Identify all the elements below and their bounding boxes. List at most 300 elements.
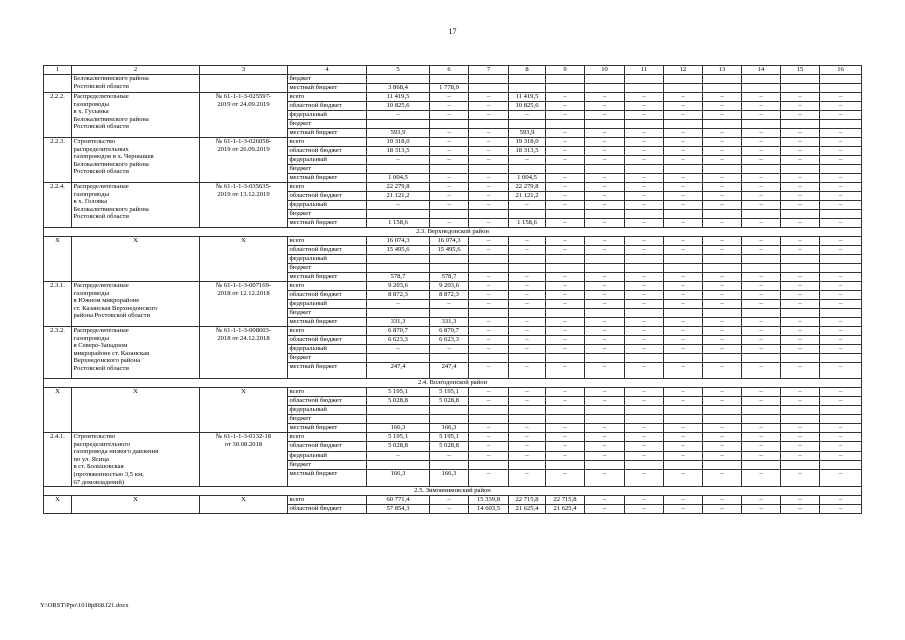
amount-cell: – xyxy=(742,102,781,111)
amount-cell: – xyxy=(585,291,625,300)
amount-cell xyxy=(625,84,664,93)
amount-cell xyxy=(367,406,430,415)
amount-cell: – xyxy=(703,102,742,111)
funding-source: областной бюджет xyxy=(288,397,367,406)
amount-cell: – xyxy=(820,93,862,102)
amount-cell: – xyxy=(585,300,625,309)
item-name-line: района Ростовской области xyxy=(73,312,151,320)
amount-cell: – xyxy=(430,156,469,165)
funding-source: федеральный xyxy=(288,300,367,309)
amount-cell: – xyxy=(703,424,742,433)
amount-cell: – xyxy=(546,129,585,138)
funding-source: федеральный xyxy=(288,201,367,210)
amount-cell: – xyxy=(664,336,703,345)
amount-cell: – xyxy=(430,129,469,138)
amount-cell: – xyxy=(367,156,430,165)
amount-cell: – xyxy=(820,470,862,487)
amount-cell xyxy=(742,309,781,318)
amount-cell: – xyxy=(430,451,469,460)
amount-cell: – xyxy=(585,433,625,442)
item-name-line: газопроводы xyxy=(73,289,110,297)
column-header: 10 xyxy=(585,66,625,75)
amount-cell xyxy=(820,84,862,93)
amount-cell: – xyxy=(469,273,509,282)
amount-cell: – xyxy=(742,442,781,451)
amount-cell: – xyxy=(469,102,509,111)
amount-cell: – xyxy=(585,327,625,336)
amount-cell: – xyxy=(742,451,781,460)
amount-cell: – xyxy=(742,111,781,120)
amount-cell: 5 195,1 xyxy=(367,388,430,397)
amount-cell: – xyxy=(546,433,585,442)
amount-cell: 5 195,1 xyxy=(367,433,430,442)
amount-cell: – xyxy=(585,129,625,138)
amount-cell: – xyxy=(469,363,509,379)
amount-cell: – xyxy=(509,246,546,255)
amount-cell: – xyxy=(742,282,781,291)
amount-cell: – xyxy=(703,345,742,354)
amount-cell: – xyxy=(742,273,781,282)
item-name-line: в Северо-Западном xyxy=(73,342,128,350)
amount-cell xyxy=(546,84,585,93)
amount-cell: – xyxy=(585,219,625,228)
amount-cell: 1 004,5 xyxy=(509,174,546,183)
amount-cell xyxy=(430,354,469,363)
amount-cell: – xyxy=(742,470,781,487)
amount-cell: – xyxy=(585,424,625,433)
funding-source: федеральный xyxy=(288,156,367,165)
amount-cell: – xyxy=(469,219,509,228)
amount-cell: – xyxy=(469,433,509,442)
amount-cell: – xyxy=(509,237,546,246)
registration-line: X xyxy=(241,388,246,395)
amount-cell: – xyxy=(664,470,703,487)
amount-cell: 166,3 xyxy=(430,470,469,487)
registration-number xyxy=(200,138,288,183)
amount-cell: – xyxy=(664,363,703,379)
item-name-line: X xyxy=(133,496,138,504)
amount-cell xyxy=(367,309,430,318)
registration-number xyxy=(200,93,288,138)
amount-cell: – xyxy=(585,345,625,354)
amount-cell: 19 318,0 xyxy=(367,138,430,147)
amount-cell: – xyxy=(781,102,820,111)
amount-cell xyxy=(430,461,469,470)
amount-cell: – xyxy=(546,345,585,354)
amount-cell: – xyxy=(585,138,625,147)
amount-cell: 578,7 xyxy=(367,273,430,282)
amount-cell: – xyxy=(625,345,664,354)
amount-cell: – xyxy=(585,111,625,120)
amount-cell: – xyxy=(664,273,703,282)
amount-cell: – xyxy=(820,451,862,460)
amount-cell: – xyxy=(820,147,862,156)
amount-cell: – xyxy=(703,318,742,327)
amount-cell: – xyxy=(469,291,509,300)
amount-cell xyxy=(703,210,742,219)
column-header: 4 xyxy=(288,66,367,75)
registration-line: X xyxy=(241,496,246,504)
column-header: 8 xyxy=(509,66,546,75)
amount-cell: – xyxy=(546,219,585,228)
funding-source: областной бюджет xyxy=(288,147,367,156)
amount-cell xyxy=(585,264,625,273)
budget-table xyxy=(43,65,862,514)
amount-cell xyxy=(820,354,862,363)
amount-cell: 60 771,4 xyxy=(367,496,430,505)
item-name xyxy=(72,282,200,327)
item-name xyxy=(72,183,200,228)
amount-cell: – xyxy=(820,192,862,201)
amount-cell: – xyxy=(546,174,585,183)
amount-cell xyxy=(625,255,664,264)
amount-cell: – xyxy=(781,111,820,120)
amount-cell: – xyxy=(781,451,820,460)
amount-cell: – xyxy=(781,219,820,228)
amount-cell: – xyxy=(469,237,509,246)
amount-cell xyxy=(546,210,585,219)
amount-cell: – xyxy=(664,424,703,433)
amount-cell: – xyxy=(664,246,703,255)
amount-cell: – xyxy=(781,282,820,291)
amount-cell: – xyxy=(469,397,509,406)
amount-cell xyxy=(367,461,430,470)
amount-cell: 21 121,2 xyxy=(509,192,546,201)
amount-cell: 331,3 xyxy=(430,318,469,327)
amount-cell: – xyxy=(469,201,509,210)
amount-cell: – xyxy=(585,496,625,505)
amount-cell: – xyxy=(820,129,862,138)
amount-cell: – xyxy=(781,156,820,165)
amount-cell xyxy=(469,309,509,318)
amount-cell xyxy=(509,309,546,318)
amount-cell: – xyxy=(469,282,509,291)
amount-cell: – xyxy=(664,102,703,111)
amount-cell: 5 195,1 xyxy=(430,433,469,442)
amount-cell: – xyxy=(742,318,781,327)
funding-source: бюджет xyxy=(288,309,367,318)
column-header: 6 xyxy=(430,66,469,75)
amount-cell: – xyxy=(585,237,625,246)
amount-cell: 9 203,6 xyxy=(367,282,430,291)
amount-cell: – xyxy=(585,470,625,487)
amount-cell xyxy=(664,415,703,424)
funding-source: областной бюджет xyxy=(288,442,367,451)
amount-cell: – xyxy=(585,388,625,397)
amount-cell: – xyxy=(625,300,664,309)
amount-cell: – xyxy=(430,93,469,102)
column-header: 1 xyxy=(44,66,72,75)
amount-cell: 10 825,6 xyxy=(367,102,430,111)
amount-cell: – xyxy=(742,291,781,300)
amount-cell: – xyxy=(585,192,625,201)
amount-cell xyxy=(703,255,742,264)
amount-cell: – xyxy=(546,201,585,210)
amount-cell xyxy=(625,406,664,415)
amount-cell: – xyxy=(781,424,820,433)
amount-cell: – xyxy=(509,201,546,210)
amount-cell: – xyxy=(781,388,820,397)
amount-cell: 8 872,3 xyxy=(367,291,430,300)
registration-line: от 30.08.2018 xyxy=(224,440,263,448)
amount-cell: 11 419,5 xyxy=(509,93,546,102)
item-name-line: Ростовской области xyxy=(73,213,129,221)
amount-cell: – xyxy=(664,451,703,460)
amount-cell xyxy=(469,255,509,264)
amount-cell: – xyxy=(430,505,469,514)
amount-cell: 1 158,6 xyxy=(367,219,430,228)
section-title: 2.5. Зимовниковский район xyxy=(44,487,862,496)
amount-cell: – xyxy=(703,246,742,255)
amount-cell xyxy=(367,165,430,174)
amount-cell xyxy=(820,75,862,84)
column-header: 11 xyxy=(625,66,664,75)
amount-cell: 331,3 xyxy=(367,318,430,327)
amount-cell xyxy=(781,120,820,129)
amount-cell xyxy=(781,165,820,174)
amount-cell xyxy=(703,406,742,415)
amount-cell: – xyxy=(625,201,664,210)
item-name-line: Верхнедонского района xyxy=(73,357,141,365)
amount-cell: – xyxy=(430,138,469,147)
amount-cell: 10 825,6 xyxy=(509,102,546,111)
funding-source: местный бюджет xyxy=(288,219,367,228)
amount-cell xyxy=(703,165,742,174)
amount-cell xyxy=(781,84,820,93)
amount-cell: – xyxy=(469,327,509,336)
registration-line: 2019 от 24.09.2019 xyxy=(217,100,270,108)
amount-cell: – xyxy=(703,201,742,210)
amount-cell: 1 158,6 xyxy=(509,219,546,228)
amount-cell: – xyxy=(820,424,862,433)
amount-cell: – xyxy=(703,363,742,379)
amount-cell: – xyxy=(703,470,742,487)
item-name-line: (протяженностью 3,5 км, xyxy=(73,470,144,478)
amount-cell xyxy=(509,415,546,424)
amount-cell xyxy=(430,415,469,424)
amount-cell: – xyxy=(703,219,742,228)
amount-cell: – xyxy=(430,219,469,228)
amount-cell: – xyxy=(664,192,703,201)
funding-source: областной бюджет xyxy=(288,102,367,111)
amount-cell: – xyxy=(781,470,820,487)
amount-cell: – xyxy=(469,246,509,255)
item-name-line: в х. Гусынка xyxy=(73,108,109,116)
amount-cell: – xyxy=(546,318,585,327)
funding-source: местный бюджет xyxy=(288,84,367,93)
registration-line: № 61-1-1-3-007169- xyxy=(215,282,272,289)
amount-cell: – xyxy=(664,237,703,246)
amount-cell xyxy=(664,255,703,264)
amount-cell: 22 715,8 xyxy=(546,496,585,505)
amount-cell: – xyxy=(703,388,742,397)
amount-cell: – xyxy=(469,300,509,309)
amount-cell: – xyxy=(546,237,585,246)
column-header: 13 xyxy=(703,66,742,75)
amount-cell: – xyxy=(781,237,820,246)
amount-cell: – xyxy=(469,424,509,433)
amount-cell: – xyxy=(367,345,430,354)
registration-line: 2018 от 12.12.2018 xyxy=(217,289,270,297)
amount-cell xyxy=(742,165,781,174)
amount-cell: 5 028,8 xyxy=(367,397,430,406)
amount-cell xyxy=(585,75,625,84)
amount-cell: – xyxy=(625,138,664,147)
amount-cell: – xyxy=(625,291,664,300)
amount-cell: – xyxy=(509,282,546,291)
amount-cell xyxy=(546,255,585,264)
amount-cell: – xyxy=(625,424,664,433)
section-row xyxy=(44,379,862,388)
amount-cell xyxy=(469,406,509,415)
amount-cell: – xyxy=(742,201,781,210)
amount-cell: – xyxy=(469,442,509,451)
amount-cell: – xyxy=(625,363,664,379)
amount-cell: 21 625,4 xyxy=(509,505,546,514)
amount-cell: – xyxy=(546,156,585,165)
amount-cell xyxy=(546,406,585,415)
amount-cell: – xyxy=(625,318,664,327)
amount-cell xyxy=(664,354,703,363)
item-name xyxy=(72,388,200,433)
amount-cell: – xyxy=(585,505,625,514)
amount-cell: – xyxy=(546,273,585,282)
amount-cell: – xyxy=(469,156,509,165)
amount-cell xyxy=(820,406,862,415)
amount-cell xyxy=(703,415,742,424)
amount-cell: – xyxy=(742,363,781,379)
amount-cell: – xyxy=(703,300,742,309)
amount-cell: – xyxy=(509,397,546,406)
registration-number xyxy=(200,388,288,433)
amount-cell xyxy=(509,264,546,273)
amount-cell: 18 313,5 xyxy=(367,147,430,156)
amount-cell xyxy=(820,165,862,174)
amount-cell: – xyxy=(703,129,742,138)
amount-cell: – xyxy=(625,174,664,183)
amount-cell: – xyxy=(742,237,781,246)
item-number: 2.3.2. xyxy=(44,327,72,379)
amount-cell: – xyxy=(469,470,509,487)
amount-cell: – xyxy=(703,138,742,147)
amount-cell: – xyxy=(742,336,781,345)
amount-cell: 21 121,2 xyxy=(367,192,430,201)
amount-cell: – xyxy=(625,246,664,255)
amount-cell: 247,4 xyxy=(430,363,469,379)
amount-cell: – xyxy=(585,397,625,406)
amount-cell: – xyxy=(625,156,664,165)
amount-cell xyxy=(509,84,546,93)
amount-cell: – xyxy=(546,147,585,156)
amount-cell: – xyxy=(781,433,820,442)
amount-cell: – xyxy=(546,363,585,379)
amount-cell: – xyxy=(781,397,820,406)
amount-cell: – xyxy=(625,388,664,397)
amount-cell xyxy=(625,165,664,174)
registration-number xyxy=(200,433,288,487)
amount-cell: – xyxy=(820,442,862,451)
item-number: X xyxy=(44,237,72,282)
amount-cell: – xyxy=(469,138,509,147)
amount-cell: – xyxy=(625,496,664,505)
amount-cell: – xyxy=(820,496,862,505)
amount-cell: – xyxy=(546,327,585,336)
column-header: 14 xyxy=(742,66,781,75)
amount-cell: – xyxy=(742,424,781,433)
amount-cell xyxy=(703,461,742,470)
amount-cell xyxy=(469,461,509,470)
amount-cell xyxy=(625,264,664,273)
amount-cell: – xyxy=(664,318,703,327)
amount-cell: – xyxy=(585,442,625,451)
funding-source: местный бюджет xyxy=(288,424,367,433)
amount-cell: 5 028,8 xyxy=(430,442,469,451)
amount-cell: 3 868,4 xyxy=(367,84,430,93)
amount-cell: – xyxy=(742,397,781,406)
amount-cell: – xyxy=(664,496,703,505)
item-name-line: газопроводы xyxy=(73,190,110,198)
amount-cell: – xyxy=(820,397,862,406)
funding-source: федеральный xyxy=(288,345,367,354)
amount-cell: – xyxy=(781,93,820,102)
amount-cell: – xyxy=(546,102,585,111)
amount-cell xyxy=(430,309,469,318)
amount-cell: – xyxy=(820,433,862,442)
amount-cell: – xyxy=(546,192,585,201)
amount-cell xyxy=(781,354,820,363)
amount-cell xyxy=(664,309,703,318)
table-row xyxy=(44,327,862,336)
item-name-line: ст. Казанская Верхнедонского xyxy=(73,304,158,312)
amount-cell: – xyxy=(509,156,546,165)
amount-cell: – xyxy=(742,192,781,201)
amount-cell: – xyxy=(509,291,546,300)
amount-cell: – xyxy=(781,147,820,156)
amount-cell: 15 495,6 xyxy=(430,246,469,255)
registration-line: № 61-1-1-3-008603- xyxy=(215,327,272,334)
amount-cell xyxy=(469,415,509,424)
amount-cell: 11 419,5 xyxy=(367,93,430,102)
amount-cell: – xyxy=(469,345,509,354)
amount-cell xyxy=(546,461,585,470)
amount-cell: 166,3 xyxy=(367,470,430,487)
amount-cell: – xyxy=(585,147,625,156)
amount-cell: – xyxy=(585,273,625,282)
amount-cell: 5 028,8 xyxy=(367,442,430,451)
amount-cell: – xyxy=(509,327,546,336)
amount-cell: – xyxy=(742,433,781,442)
registration-line: № 61-1-1-3-035635- xyxy=(215,183,272,190)
amount-cell xyxy=(820,255,862,264)
amount-cell: – xyxy=(742,345,781,354)
amount-cell: – xyxy=(625,219,664,228)
item-number: 2.2.2. xyxy=(44,93,72,138)
amount-cell xyxy=(703,75,742,84)
amount-cell xyxy=(469,75,509,84)
amount-cell xyxy=(820,461,862,470)
registration-line: № 61-1-1-3-0132-18 xyxy=(215,433,272,440)
column-header: 9 xyxy=(546,66,585,75)
amount-cell: – xyxy=(625,433,664,442)
amount-cell: 593,9 xyxy=(367,129,430,138)
amount-cell: – xyxy=(742,388,781,397)
amount-cell: – xyxy=(781,318,820,327)
amount-cell: – xyxy=(509,318,546,327)
amount-cell: – xyxy=(585,156,625,165)
amount-cell xyxy=(781,309,820,318)
amount-cell xyxy=(820,210,862,219)
amount-cell xyxy=(742,120,781,129)
